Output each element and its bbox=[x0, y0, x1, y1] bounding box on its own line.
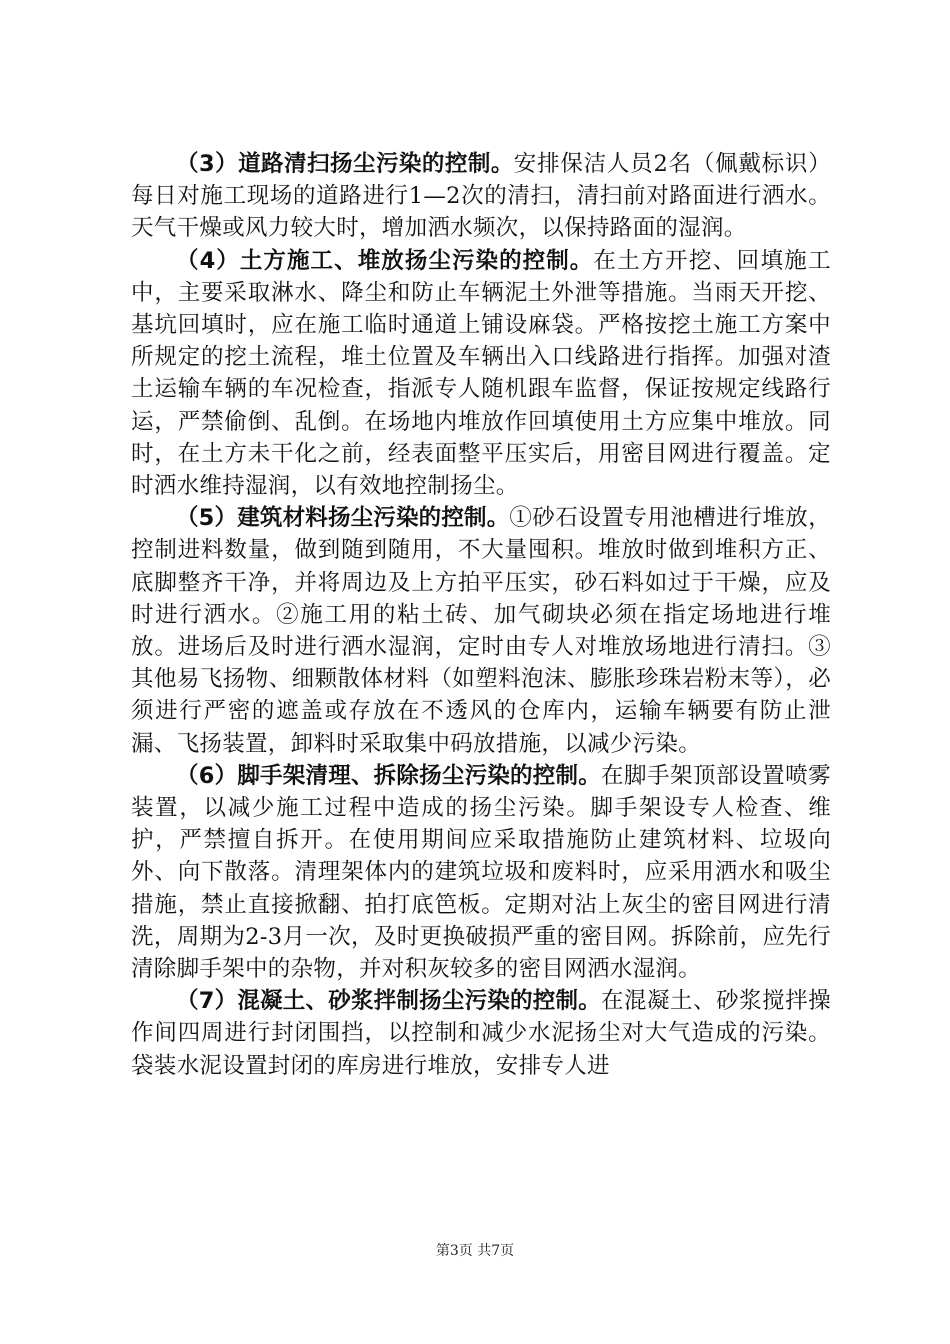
document-body bbox=[131, 148, 831, 1082]
paragraph-7-heading: （7）混凝土、砂浆拌制扬尘污染的控制。 bbox=[176, 988, 601, 1015]
paragraph-3 bbox=[131, 148, 831, 245]
paragraph-6 bbox=[131, 760, 831, 985]
paragraph-4-text: 在土方开挖、回填施工中，主要采取淋水、降尘和防止车辆泥土外泄等措施。当雨天开挖、基坑回填时，应在施工临时通道上铺设麻袋。严格按挖土施工方案中所规定的挖土流程，堆土位置及车辆出入口线路进行指挥。加强对渣土运输车辆的车况检查，指派专人随机跟车监督，保证按规定线路行运，严禁偷倒、乱倒。在场地内堆放作回填使用土方应集中堆放。同时，在土方未干化之前，经表面整平压实后，用密目网进行覆盖。定时洒水维持湿润，以有效地控制扬尘。 bbox=[131, 247, 831, 500]
paragraph-6-heading: （6）脚手架清理、拆除扬尘污染的控制。 bbox=[176, 762, 601, 789]
paragraph-7-text: 在混凝土、砂浆搅拌操作间四周进行封闭围挡，以控制和减少水泥扬尘对大气造成的污染。袋装水泥设置封闭的库房进行堆放，安排专人进 bbox=[131, 988, 831, 1079]
paragraph-7 bbox=[131, 985, 831, 1082]
page-number: 第3页 共7页 bbox=[435, 1243, 515, 1259]
paragraph-5-heading: （5）建筑材料扬尘污染的控制。 bbox=[176, 505, 510, 532]
paragraph-5 bbox=[131, 502, 831, 760]
paragraph-3-text: 安排保洁人员2名（佩戴标识）每日对施工现场的道路进行1—2次的清扫，清扫前对路面进行洒水。天气干燥或风力较大时，增加洒水频次，以保持路面的湿润。 bbox=[131, 151, 832, 242]
page-footer bbox=[0, 1240, 950, 1260]
paragraph-4-heading: （4）土方施工、堆放扬尘污染的控制。 bbox=[176, 247, 594, 274]
paragraph-6-text: 在脚手架顶部设置喷雾装置，以减少施工过程中造成的扬尘污染。脚手架设专人检查、维护，严禁擅自拆开。在使用期间应采取措施防止建筑材料、垃圾向外、向下散落。清理架体内的建筑垃圾和废料时，应采用洒水和吸尘措施，禁止直接掀翻、拍打底笆板。定期对沾上灰尘的密目网进行清洗，周期为2-3月一次，及时更换破损严重的密目网。拆除前，应先行清除脚手架中的杂物，并对积灰较多的密目网洒水湿润。 bbox=[131, 762, 831, 983]
paragraph-3-heading: （3）道路清扫扬尘污染的控制。 bbox=[176, 151, 514, 177]
paragraph-5-text: ①砂石设置专用池槽进行堆放，控制进料数量，做到随到随用，不大量囤积。堆放时做到堆积方正、底脚整齐干净，并将周边及上方拍平压实，砂石料如过于干燥，应及时进行洒水。②施工用的粘土砖、加气砌块必须在指定场地进行堆放。进场后及时进行洒水湿润，定时由专人对堆放场地进行清扫。③其他易飞扬物、细颗散体材料（如塑料泡沫、膨胀珍珠岩粉末等），必须进行严密的遮盖或存放在不透风的仓库内，运输车辆要有防止泄漏、飞扬装置，卸料时采取集中码放措施，以减少污染。 bbox=[131, 505, 832, 757]
paragraph-4 bbox=[131, 245, 831, 503]
